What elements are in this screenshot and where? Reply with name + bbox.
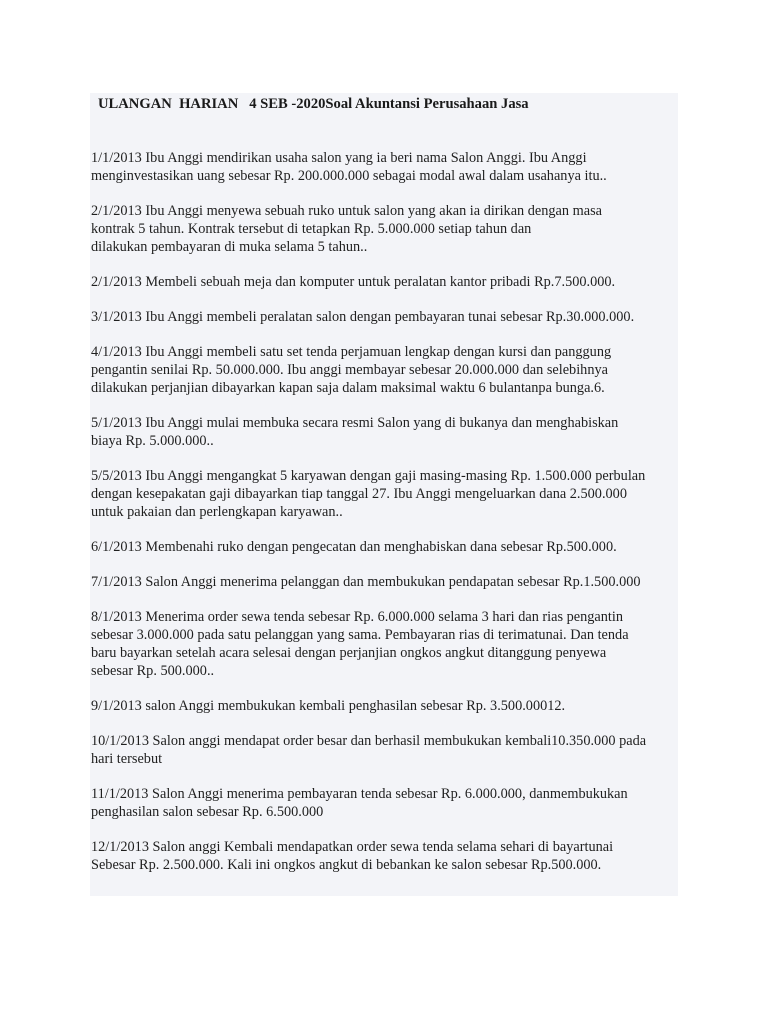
paragraph: 7/1/2013 Salon Anggi menerima pelanggan dan membukukan pendapatan sebesar Rp.1.500.000 [91,574,641,590]
paragraph: 4/1/2013 Ibu Anggi membeli satu set tenda perjamuan lengkap dengan kursi dan panggung pengantin senilai Rp. 50.000.000. Ibu anggi membayar sebesar 20.000.000 dan selebihnya dilakukan perjanjian dibayarkan kapan saja dalam maksimal waktu 6 bulantanpa bunga.6. [91,344,612,396]
document-page [90,93,678,896]
document-title: ULANGAN HARIAN 4 SEB -2020Soal Akuntansi Perusahaan Jasa [98,96,529,112]
paragraph: 11/1/2013 Salon Anggi menerima pembayaran tenda sebesar Rp. 6.000.000, danmembukukan penghasilan salon sebesar Rp. 6.500.000 [91,786,628,820]
paragraph: 5/1/2013 Ibu Anggi mulai membuka secara resmi Salon yang di bukanya dan menghabiskan biaya Rp. 5.000.000.. [91,415,619,449]
paragraph: 8/1/2013 Menerima order sewa tenda sebesar Rp. 6.000.000 selama 3 hari dan rias pengantin sebesar 3.000.000 pada satu pelanggan yang sama. Pembayaran rias di terimatunai. Dan tenda baru bayarkan setelah acara selesai dengan perjanjian ongkos angkut ditanggung penyewa sebesar Rp. 500.000.. [91,609,629,679]
paragraph: 3/1/2013 Ibu Anggi membeli peralatan salon dengan pembayaran tunai sebesar Rp.30.000.000. [91,309,635,325]
paragraph: 9/1/2013 salon Anggi membukukan kembali penghasilan sebesar Rp. 3.500.00012. [91,698,566,714]
document-body [90,149,678,874]
paragraph: 2/1/2013 Membeli sebuah meja dan komputer untuk peralatan kantor pribadi Rp.7.500.000. [91,274,616,290]
paragraph: 12/1/2013 Salon anggi Kembali mendapatkan order sewa tenda selama sehari di bayartunai Sebesar Rp. 2.500.000. Kali ini ongkos angkut di bebankan ke salon sebesar Rp.500.000. [91,839,614,873]
paragraph: 2/1/2013 Ibu Anggi menyewa sebuah ruko untuk salon yang akan ia dirikan dengan masa kontrak 5 tahun. Kontrak tersebut di tetapkan Rp. 5.000.000 setiap tahun dan dilakukan pembayaran di muka selama 5 tahun.. [91,203,602,255]
paragraph: 1/1/2013 Ibu Anggi mendirikan usaha salon yang ia beri nama Salon Anggi. Ibu Anggi menginvestasikan uang sebesar Rp. 200.000.000 sebagai modal awal dalam usahanya itu.. [91,150,607,184]
paragraph: 10/1/2013 Salon anggi mendapat order besar dan berhasil membukukan kembali10.350.000 pada hari tersebut [91,733,647,767]
paragraph: 6/1/2013 Membenahi ruko dengan pengecatan dan menghabiskan dana sebesar Rp.500.000. [91,539,617,555]
paragraph: 5/5/2013 Ibu Anggi mengangkat 5 karyawan dengan gaji masing-masing Rp. 1.500.000 perbulan dengan kesepakatan gaji dibayarkan tiap tanggal 27. Ibu Anggi mengeluarkan dana 2.500.000 untuk pakaian dan perlengkapan karyawan.. [91,468,646,520]
